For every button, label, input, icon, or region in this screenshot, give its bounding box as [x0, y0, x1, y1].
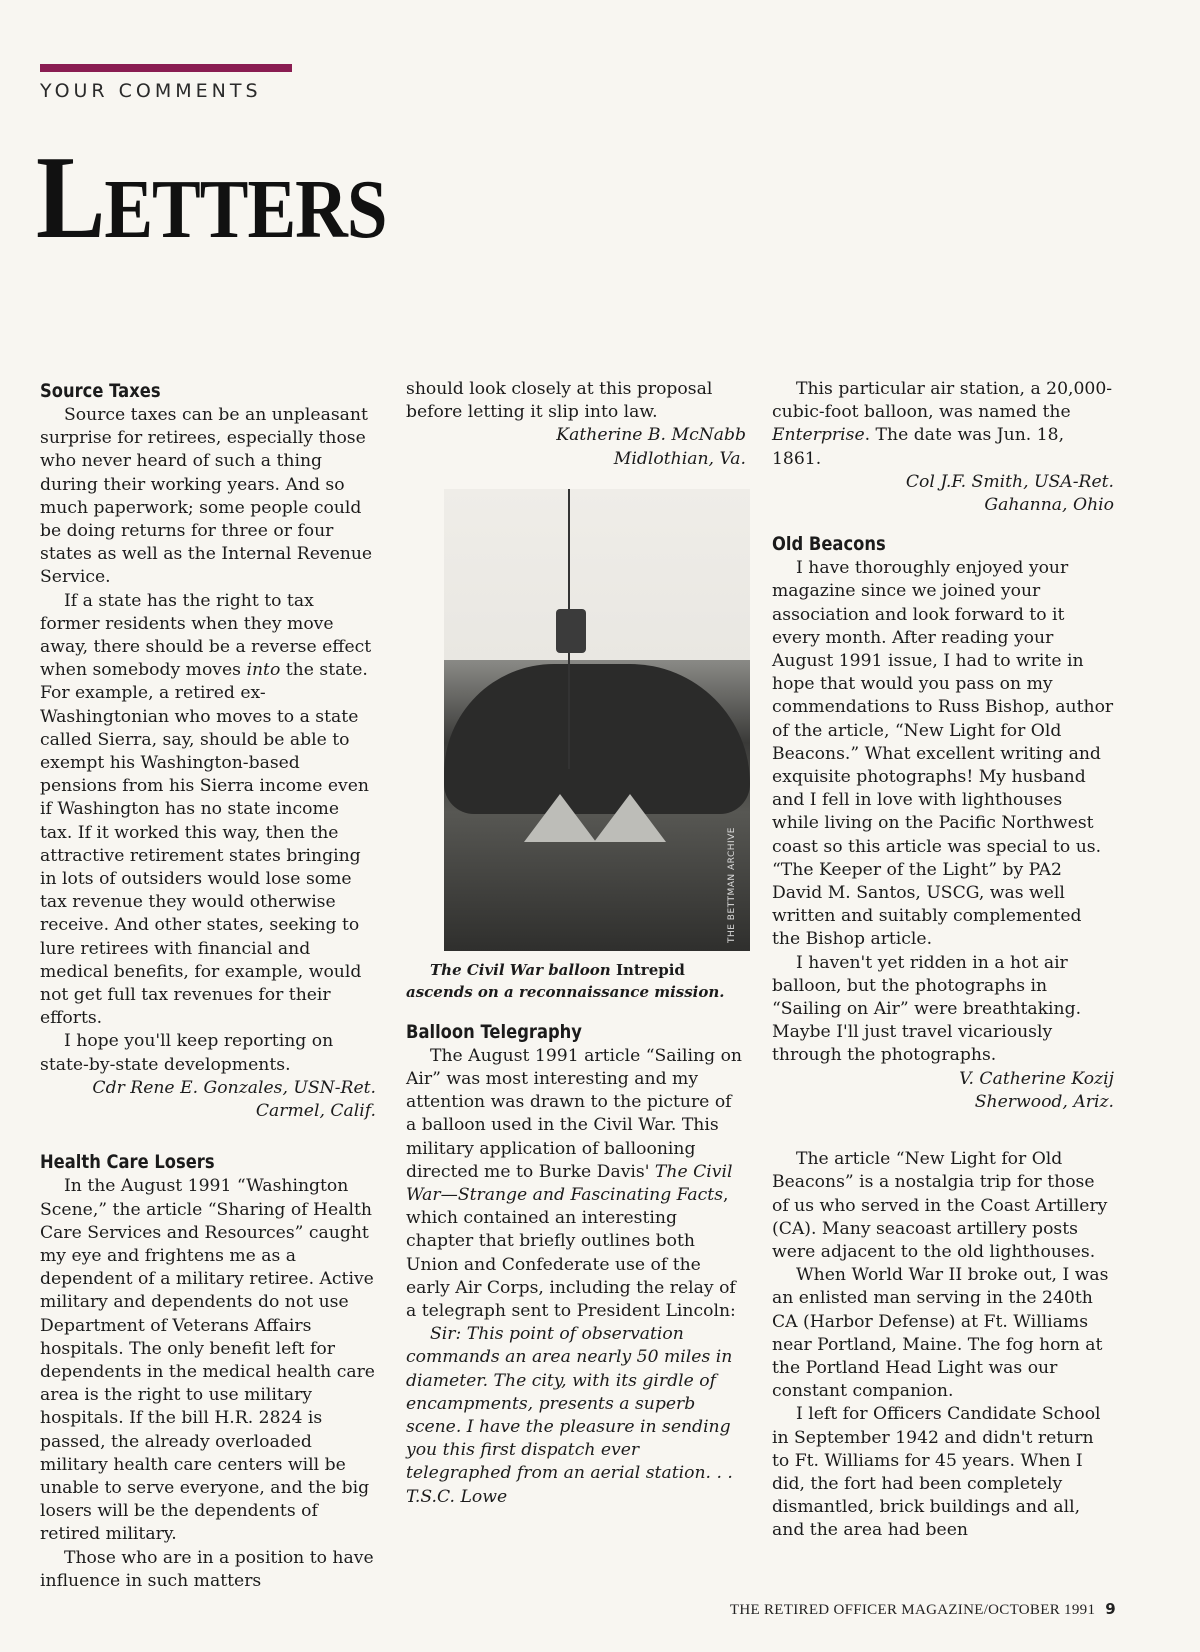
photo-caption — [406, 959, 746, 1003]
text-run: , which contained an interesting chapter that briefly outlines both Union and Confederate use of the early Air Corps, including the relay of a telegraph sent to President Lincoln: — [406, 1185, 736, 1322]
letter-paragraph: Source taxes can be an unpleasant surprise for retirees, especially those who never heard of such a thing during their working years. And so much paperwork; some people could be doing returns for three or four states as well as the Internal Revenue Service. — [40, 405, 373, 588]
text-run: The August 1991 article “Sailing on Air” was most interesting and my attention was drawn to the picture of a balloon used in the Civil War. This military application of ballooning directed me to Burke Davis' — [406, 1045, 742, 1182]
column-3 — [772, 378, 1114, 1543]
emphasis: into — [246, 660, 281, 681]
letter-paragraph — [772, 378, 1114, 471]
page-title: Letters — [36, 132, 387, 264]
letter-paragraph: When World War II broke out, I was an enlisted man serving in the 240th CA (Harbor Defense) at Ft. Williams near Portland, Maine. The fog horn at the Portland Head Light was our constant companion. — [772, 1265, 1109, 1402]
letter-paragraph: Those who are in a position to have influence in such matters — [40, 1547, 374, 1591]
photo-tent — [524, 794, 596, 842]
letter-paragraph: I haven't yet ridden in a hot air balloon, but the photographs in “Sailing on Air” were breathtaking. Maybe I'll just travel vicariously through the photographs. — [772, 952, 1082, 1066]
photo-trees — [444, 664, 750, 814]
kicker-bar — [40, 64, 292, 72]
signature-name: V. Catherine Kozij — [959, 1068, 1114, 1089]
signature-place: Midlothian, Va. — [613, 448, 746, 469]
letter-paragraph: should look closely at this proposal before letting it slip into law. — [406, 379, 713, 423]
signature-name: Cdr Rene E. Gonzales, USN-Ret. — [92, 1077, 376, 1098]
letter-paragraph: In the August 1991 “Washington Scene,” the article “Sharing of Health Care Services and Resources” caught my eye and frightens me as a dependent of a military retiree. Active military and dependents do not use Department of Veterans Affairs hospitals. The only benefit left for dependents in the medical health care area is the right to use military hospitals. If the bill H.R. 2824 is passed, the already overloaded military health care centers will be unable to serve everyone, and the big losers will be the dependents of retired military. — [40, 1176, 375, 1545]
heading-old-beacons: Old Beacons — [772, 533, 886, 556]
column-2 — [406, 378, 746, 1509]
signature-place: Sherwood, Ariz. — [974, 1091, 1114, 1112]
signature-place: Gahanna, Ohio — [984, 495, 1114, 516]
text-run: . The date was Jun. 18, 1861. — [772, 425, 1065, 469]
letter-paragraph — [406, 1045, 746, 1323]
emphasis: Enterprise — [772, 425, 865, 446]
signature-name: Col J.F. Smith, USA-Ret. — [905, 471, 1114, 492]
page-footer — [730, 1600, 1116, 1619]
book-title: The Civil War—Strange and Fascinating Facts — [406, 1161, 733, 1206]
footer-text: THE RETIRED OFFICER MAGAZINE/OCTOBER 1991 — [729, 1602, 1096, 1618]
heading-health-care-losers: Health Care Losers — [40, 1151, 215, 1174]
text-run: ascends on a reconnaissance mission. — [406, 982, 725, 1001]
photo-balloon-basket — [556, 609, 586, 653]
letter-paragraph: I have thoroughly enjoyed your magazine since we joined your association and look forward to it every month. After reading your August 1991 issue, I had to write in hope that would you pass on my commendations to Russ Bishop, author of the article, “New Light for Old Beacons.” What excellent writing and exquisite photographs! My husband and I fell in love with lighthouses while living on the Pacific Northwest coast so this article was special to us. “The Keeper of the Light” by PA2 David M. Santos, USCG, was well written and suitably complemented the Bishop article. — [772, 558, 1114, 950]
photo-tent — [594, 794, 666, 842]
heading-balloon-telegraphy: Balloon Telegraphy — [406, 1020, 582, 1043]
letter-paragraph: I hope you'll keep reporting on state-by-state developments. — [40, 1031, 334, 1075]
column-1 — [40, 378, 376, 1593]
text-run: This particular air station, a 20,000-cubic-foot balloon, was named the — [772, 379, 1113, 423]
text-run: The Civil War balloon — [430, 960, 616, 979]
page-number: 9 — [1105, 1600, 1116, 1618]
balloon-photo — [444, 489, 750, 951]
telegraph-quote: Sir: This point of observation commands an area nearly 50 miles in diameter. The city, with its girdle of encampments, presents a superb scene. I have the pleasure in sending you this first dispatch ever telegraphed from an aerial station. . . T.S.C. Lowe — [406, 1324, 733, 1507]
text-run: If a state has the right to tax former residents when they move away, there should be a reverse effect when somebody moves — [40, 590, 372, 681]
heading-source-taxes: Source Taxes — [40, 380, 161, 402]
letter-paragraph — [40, 590, 376, 1031]
signature-name: Katherine B. McNabb — [556, 425, 746, 446]
text-run: the state. For example, a retired ex-Washingtonian who moves to a state called Sierra, say, should be able to exempt his Washington-based pensions from his Sierra income even if Washington has no state income tax. If it worked this way, then the attractive retirement states bringing in lots of outsiders would lose some tax revenue they would otherwise receive. And other states, seeking to lure retirees with financial and medical benefits, for example, would not get full tax revenues for their efforts. — [40, 660, 369, 1029]
section-kicker: YOUR COMMENTS — [40, 80, 262, 102]
balloon-name: Intrepid — [615, 960, 685, 979]
letter-paragraph: The article “New Light for Old Beacons” is a nostalgia trip for those of us who served in the Coast Artillery (CA). Many seacoast artillery posts were adjacent to the old lighthouses. — [772, 1149, 1108, 1262]
letter-paragraph: I left for Officers Candidate School in September 1942 and didn't return to Ft. Williams for 45 years. When I did, the fort had been completely dismantled, brick buildings and all, and the area had been — [772, 1404, 1101, 1541]
photo-credit: THE BETTMAN ARCHIVE — [726, 826, 737, 943]
signature-place: Carmel, Calif. — [255, 1101, 376, 1122]
